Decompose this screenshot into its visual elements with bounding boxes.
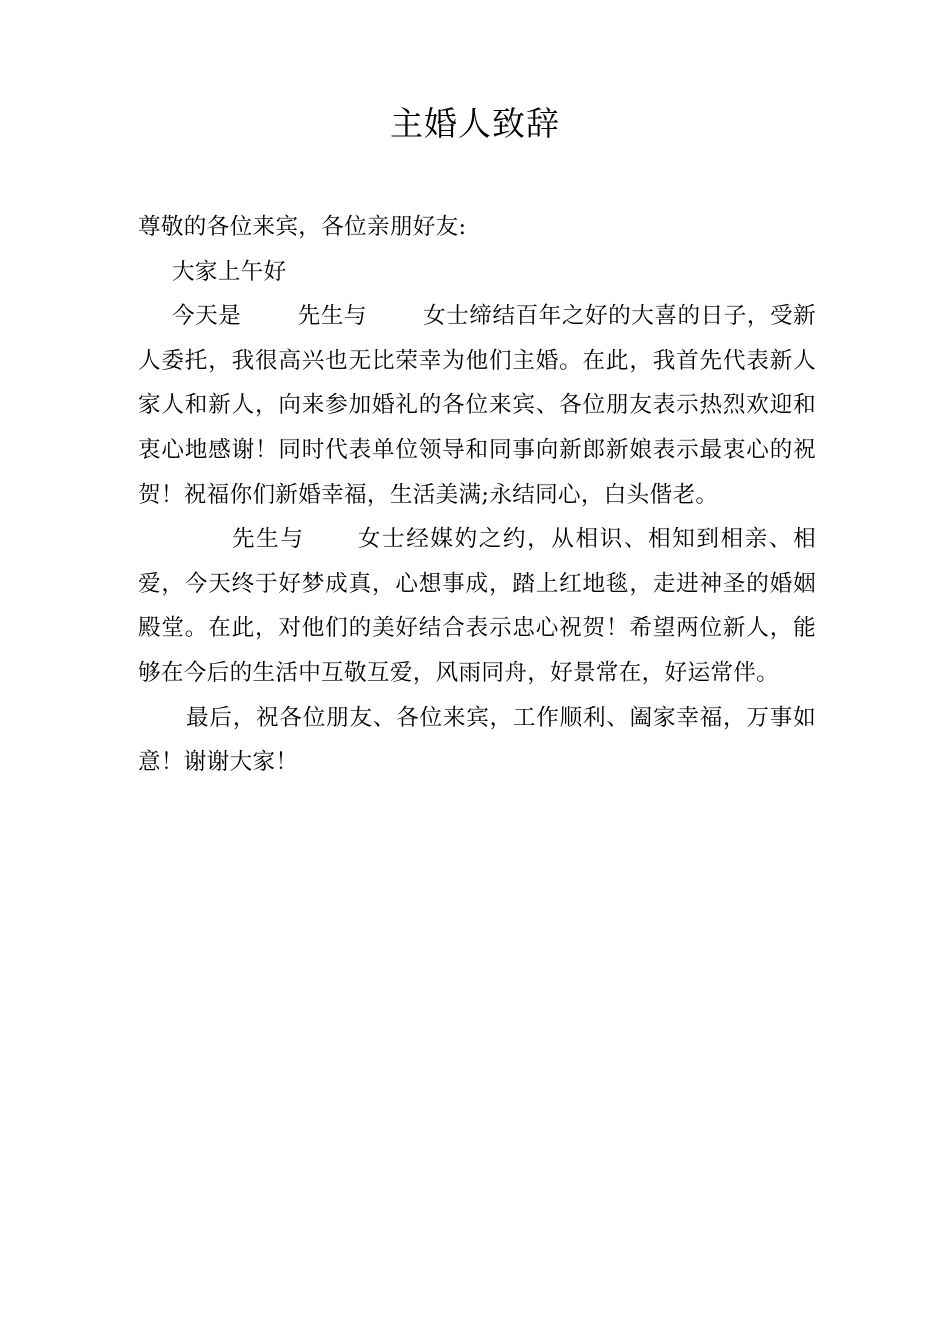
paragraph-couple (138, 517, 816, 695)
salutation-line: 尊敬的各位来宾，各位亲朋好友: (138, 214, 467, 240)
document-body (138, 205, 816, 785)
document-title: 主婚人致辞 (390, 104, 560, 143)
opening-rest-text: 女士缔结百年之好的大喜的日子，受新人委托，我很高兴也无比荣幸为他们主婚。在此，我首先代表新人家人和新人，向来参加婚礼的各位来宾、各位朋友表示热烈欢迎和衷心地感谢！同时代表单位领导和同事向新郎新娘表示最衷心的祝贺！祝福你们新婚幸福，生活美满;永结同心，白头偕老。 (138, 303, 816, 508)
paragraph-opening (138, 294, 816, 517)
groom-label-text: 先生与 (297, 303, 367, 330)
greeting-line: 大家上午好 (172, 258, 287, 285)
couple-groom-label: 先生与 (232, 526, 305, 553)
opening-lead-text: 今天是 (172, 303, 242, 330)
paragraph-closing: 最后，祝各位朋友、各位来宾，工作顺利、阖家幸福，万事如意！谢谢大家！ (138, 704, 816, 776)
couple-rest-text: 女士经媒妁之约，从相识、相知到相亲、相爱，今天终于好梦成真，心想事成，踏上红地毯，走进神圣的婚姻殿堂。在此，对他们的美好结合表示忠心祝贺！希望两位新人，能够在今后的生活中互敬互爱，风雨同舟，好景常在，好运常伴。 (138, 526, 816, 686)
